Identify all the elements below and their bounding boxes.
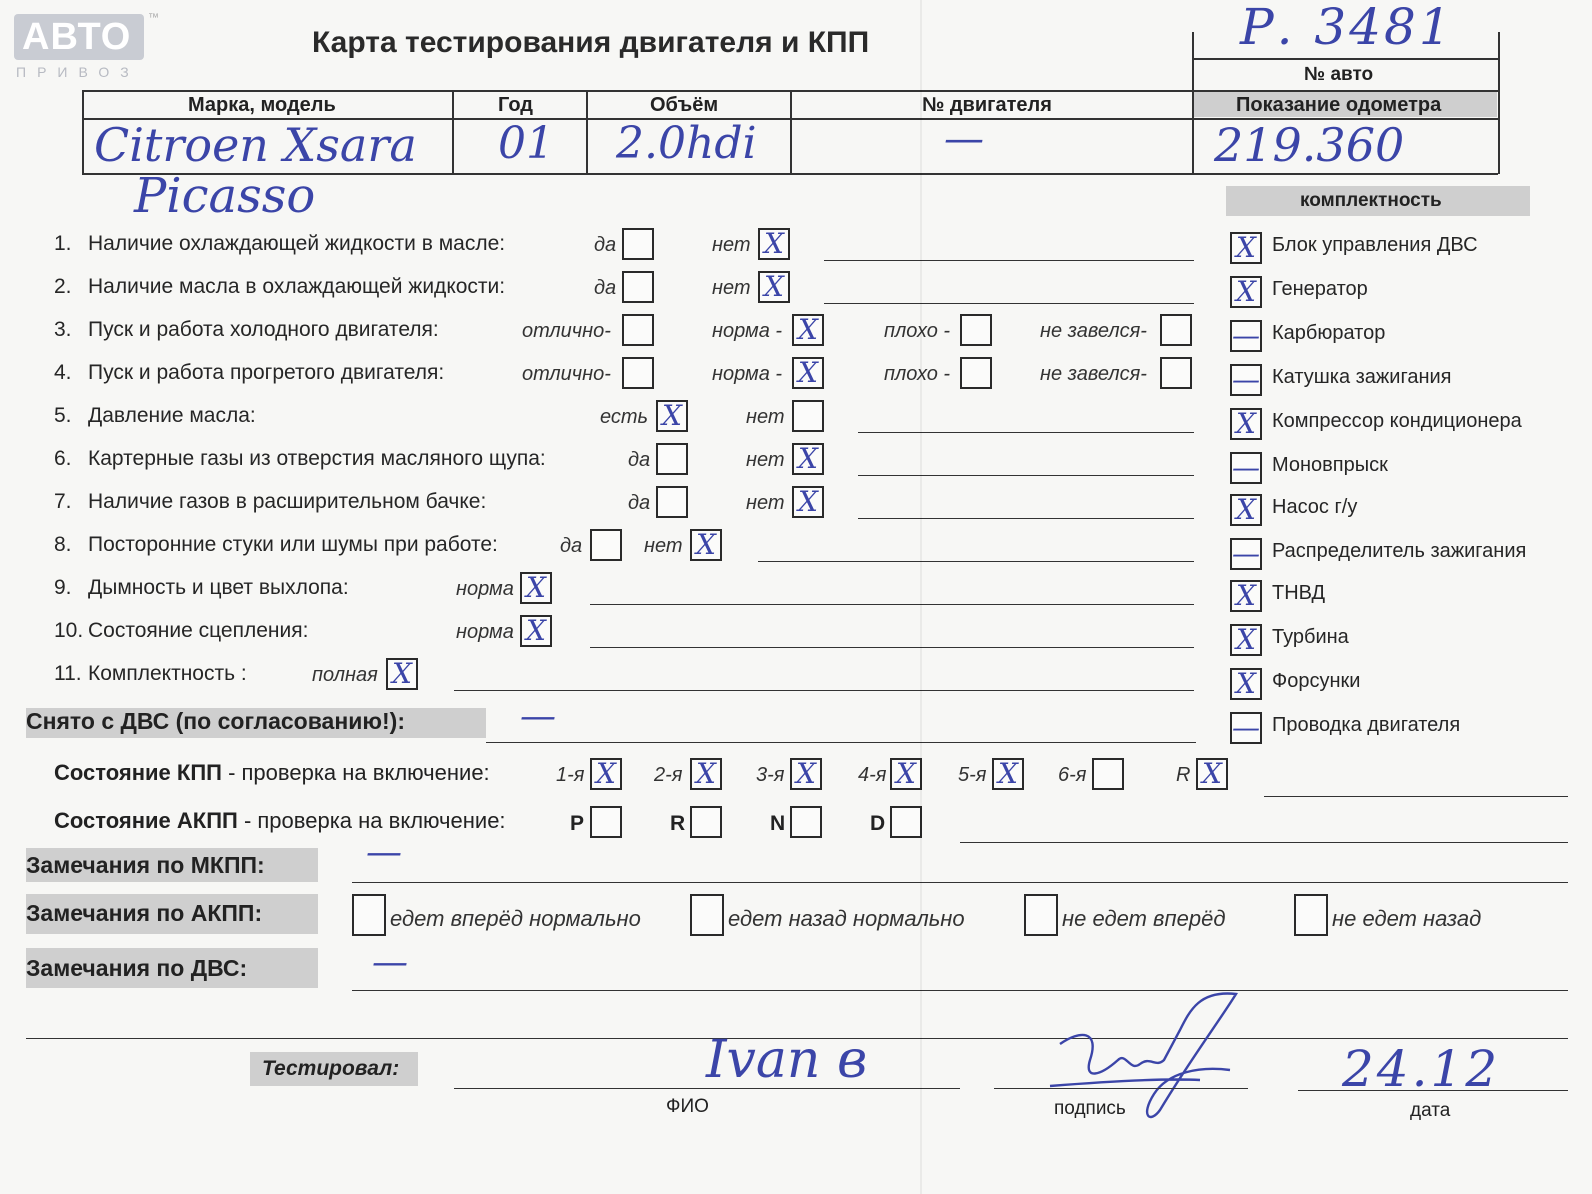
header-col-odometer: Показание одометра xyxy=(1236,94,1442,116)
check-option-label: нет xyxy=(712,277,751,299)
remarks-mkpp-label: Замечания по МКПП: xyxy=(26,852,265,878)
tested-label: Тестировал: xyxy=(262,1057,400,1080)
check-option-label: отлично- xyxy=(522,320,611,342)
check-note-line xyxy=(858,432,1194,433)
check-option-label: да xyxy=(594,277,617,299)
akpp-remark-label: едет назад нормально xyxy=(728,906,965,931)
checkbox-mark: X xyxy=(798,313,818,346)
signature-line xyxy=(994,1088,1248,1089)
checkbox-mark: X xyxy=(1236,667,1256,700)
checkbox-mark: X xyxy=(696,757,716,790)
logo-tm: ™ xyxy=(148,12,159,24)
completeness-checkbox[interactable] xyxy=(1230,364,1262,396)
check-option-label: да xyxy=(594,234,617,256)
checkbox-mark: X xyxy=(1236,623,1256,656)
check-note-line xyxy=(858,518,1194,519)
car-number-label: № авто xyxy=(1304,64,1374,85)
check-option-label: норма - xyxy=(712,320,783,342)
check-option-checkbox[interactable] xyxy=(792,443,824,475)
logo xyxy=(14,12,159,80)
gear-label: 3-я xyxy=(756,764,785,786)
remarks-dvs-line xyxy=(352,990,1568,991)
header-col-border-2 xyxy=(586,90,588,174)
completeness-checkbox[interactable] xyxy=(1230,232,1262,264)
header-col-model: Марка, модель xyxy=(188,94,336,116)
checkbox-mark: X xyxy=(798,442,818,475)
completeness-checkbox[interactable] xyxy=(1230,624,1262,656)
akpp-label-bold: Состояние АКПП xyxy=(54,808,238,833)
akpp-remark-checkbox[interactable] xyxy=(1024,894,1058,936)
check-option-label: да xyxy=(560,535,583,557)
engine-number-value: — xyxy=(944,116,984,162)
kpp-label-bold: Состояние КПП xyxy=(54,760,222,785)
akpp-mode-label: N xyxy=(770,812,786,835)
check-number: 8. xyxy=(54,533,72,556)
check-option-label: нет xyxy=(746,492,785,514)
check-option-checkbox[interactable] xyxy=(520,572,552,604)
check-option-checkbox[interactable] xyxy=(758,228,790,260)
check-option-label: норма xyxy=(456,621,514,643)
check-note-line xyxy=(824,260,1194,261)
remarks-dvs-value: — xyxy=(372,942,408,983)
removed-value: — xyxy=(520,696,556,737)
check-note-line xyxy=(590,647,1194,648)
kpp-label-rest: - проверка на включение: xyxy=(221,760,490,785)
gear-checkbox[interactable] xyxy=(890,758,922,790)
completeness-item-label: Проводка двигателя xyxy=(1272,714,1461,736)
check-option-checkbox[interactable] xyxy=(590,529,622,561)
checkbox-mark: — xyxy=(1232,537,1260,570)
check-note-line xyxy=(858,475,1194,476)
checkbox-mark: X xyxy=(1202,757,1222,790)
check-option-checkbox[interactable] xyxy=(1160,357,1192,389)
header-col-border-0 xyxy=(82,90,84,174)
completeness-title: комплектность xyxy=(1300,190,1442,211)
check-option-checkbox[interactable] xyxy=(792,357,824,389)
gear-checkbox[interactable] xyxy=(590,758,622,790)
gear-label: 5-я xyxy=(958,764,987,786)
check-option-label: нет xyxy=(746,449,785,471)
check-option-label: нет xyxy=(644,535,683,557)
check-number: 5. xyxy=(54,404,72,427)
date-value: 24.12 xyxy=(1342,1040,1501,1098)
checkbox-mark: X xyxy=(796,757,816,790)
checkbox-mark: X xyxy=(1236,493,1256,526)
checkbox-mark: X xyxy=(798,485,818,518)
document-title: Карта тестирования двигателя и КПП xyxy=(312,26,870,59)
check-option-label: отлично- xyxy=(522,363,611,385)
check-number: 4. xyxy=(54,361,72,384)
check-label: Давление масла: xyxy=(88,404,256,427)
check-option-checkbox[interactable] xyxy=(1160,314,1192,346)
completeness-checkbox[interactable] xyxy=(1230,452,1262,484)
akpp-line xyxy=(960,842,1568,843)
completeness-item-label: Карбюратор xyxy=(1272,322,1386,344)
akpp-remark-label: не едет назад xyxy=(1332,906,1482,931)
header-col-year: Год xyxy=(498,94,533,116)
checkbox-mark: X xyxy=(596,757,616,790)
fio-line xyxy=(454,1088,960,1089)
completeness-item-label: Насос г/у xyxy=(1272,496,1358,518)
completeness-item-label: Распределитель зажигания xyxy=(1272,540,1527,562)
fio-caption: ФИО xyxy=(666,1096,709,1117)
check-number: 9. xyxy=(54,576,72,599)
completeness-checkbox[interactable] xyxy=(1230,494,1262,526)
page-fold xyxy=(920,0,922,1194)
check-option-checkbox[interactable] xyxy=(622,357,654,389)
check-option-label: не завелся- xyxy=(1040,363,1147,385)
checkbox-mark: — xyxy=(1232,319,1260,352)
akpp-mode-checkbox[interactable] xyxy=(790,806,822,838)
check-label: Пуск и работа прогретого двигателя: xyxy=(88,361,445,384)
checkbox-mark: X xyxy=(662,399,682,432)
check-option-checkbox[interactable] xyxy=(758,271,790,303)
gear-checkbox[interactable] xyxy=(790,758,822,790)
completeness-item-label: Катушка зажигания xyxy=(1272,366,1452,388)
car-number-left-border xyxy=(1192,32,1194,60)
checkbox-mark: X xyxy=(764,270,784,303)
date-caption: дата xyxy=(1410,1100,1451,1121)
check-option-label: норма - xyxy=(712,363,783,385)
akpp-mode-checkbox[interactable] xyxy=(890,806,922,838)
check-option-checkbox[interactable] xyxy=(520,615,552,647)
remarks-mkpp-value: — xyxy=(366,832,402,873)
akpp-remark-checkbox[interactable] xyxy=(1294,894,1328,936)
akpp-remark-checkbox[interactable] xyxy=(690,894,724,936)
check-label: Наличие газов в расширительном бачке: xyxy=(88,490,487,513)
completeness-item-label: Моновпрыск xyxy=(1272,454,1388,476)
check-option-label: норма xyxy=(456,578,514,600)
completeness-item-label: Компрессор кондиционера xyxy=(1272,410,1522,432)
check-label: Комплектность : xyxy=(88,662,247,685)
gear-checkbox[interactable] xyxy=(1092,758,1124,790)
completeness-checkbox[interactable] xyxy=(1230,276,1262,308)
check-option-checkbox[interactable] xyxy=(792,400,824,432)
checkbox-mark: X xyxy=(526,614,546,647)
checkbox-mark: X xyxy=(696,528,716,561)
checkbox-mark: X xyxy=(998,757,1018,790)
check-number: 3. xyxy=(54,318,72,341)
logo-main: АВТО xyxy=(22,16,132,58)
checkbox-mark: X xyxy=(896,757,916,790)
header-col-engine: № двигателя xyxy=(922,94,1052,116)
removed-line xyxy=(486,742,1196,743)
model-value-line2: Picasso xyxy=(134,168,316,224)
checkbox-mark: X xyxy=(526,571,546,604)
tested-fio-value: Ivan в xyxy=(706,1030,868,1090)
akpp-remark-label: не едет вперёд xyxy=(1062,906,1226,931)
akpp-remark-checkbox[interactable] xyxy=(352,894,386,936)
akpp-label xyxy=(54,808,506,834)
check-label: Наличие охлаждающей жидкости в масле: xyxy=(88,232,506,255)
check-option-label: да xyxy=(628,492,651,514)
check-option-label: плохо - xyxy=(884,363,951,385)
completeness-checkbox[interactable] xyxy=(1230,320,1262,352)
checkbox-mark: X xyxy=(1236,231,1256,264)
check-option-label: есть xyxy=(600,406,649,428)
check-label: Дымность и цвет выхлопа: xyxy=(88,576,349,599)
check-option-checkbox[interactable] xyxy=(622,228,654,260)
completeness-item-label: Форсунки xyxy=(1272,670,1361,692)
check-number: 7. xyxy=(54,490,72,513)
check-option-checkbox[interactable] xyxy=(656,400,688,432)
akpp-remark-label: едет вперёд нормально xyxy=(390,906,641,931)
check-note-line xyxy=(758,561,1194,562)
car-number-value: Р. 3481 xyxy=(1240,0,1454,56)
akpp-mode-checkbox[interactable] xyxy=(690,806,722,838)
akpp-mode-checkbox[interactable] xyxy=(590,806,622,838)
logo-sub: ПРИВОЗ xyxy=(16,64,140,80)
completeness-checkbox[interactable] xyxy=(1230,538,1262,570)
odometer-value: 219.360 xyxy=(1214,118,1405,172)
header-col-volume: Объём xyxy=(650,94,719,116)
check-label: Наличие масла в охлаждающей жидкости: xyxy=(88,275,506,298)
volume-value: 2.0hdi xyxy=(616,118,757,169)
check-option-checkbox[interactable] xyxy=(622,271,654,303)
gear-checkbox[interactable] xyxy=(690,758,722,790)
completeness-checkbox[interactable] xyxy=(1230,668,1262,700)
check-note-line xyxy=(824,303,1194,304)
gear-label: 1-я xyxy=(556,764,585,786)
check-option-label: да xyxy=(628,449,651,471)
completeness-item-label: Блок управления ДВС xyxy=(1272,234,1478,256)
checkbox-mark: X xyxy=(764,227,784,260)
checkbox-mark: — xyxy=(1232,711,1260,744)
remarks-dvs-label: Замечания по ДВС: xyxy=(26,955,248,981)
akpp-label-rest: - проверка на включение: xyxy=(237,808,506,833)
akpp-mode-label: P xyxy=(570,812,585,835)
gear-label: 2-я xyxy=(654,764,683,786)
checkbox-mark: — xyxy=(1232,451,1260,484)
car-number-line xyxy=(1192,58,1498,60)
completeness-checkbox[interactable] xyxy=(1230,580,1262,612)
removed-label: Снято с ДВС (по согласованию!): xyxy=(26,708,405,734)
check-option-checkbox[interactable] xyxy=(656,443,688,475)
header-col-border-1 xyxy=(452,90,454,174)
checkbox-mark: X xyxy=(1236,579,1256,612)
check-option-label: нет xyxy=(712,234,751,256)
akpp-mode-label: D xyxy=(870,812,886,835)
check-option-label: не завелся- xyxy=(1040,320,1147,342)
check-option-checkbox[interactable] xyxy=(622,314,654,346)
completeness-checkbox[interactable] xyxy=(1230,408,1262,440)
date-line xyxy=(1298,1090,1568,1091)
check-option-checkbox[interactable] xyxy=(386,658,418,690)
kpp-label xyxy=(54,760,490,786)
check-option-label: нет xyxy=(746,406,785,428)
check-note-line xyxy=(590,604,1194,605)
check-number: 2. xyxy=(54,275,72,298)
check-number: 6. xyxy=(54,447,72,470)
model-value: Citroen Xsara xyxy=(94,118,417,172)
header-col-border-5 xyxy=(1498,32,1500,174)
check-option-checkbox[interactable] xyxy=(960,314,992,346)
checkbox-mark: — xyxy=(1232,363,1260,396)
check-option-checkbox[interactable] xyxy=(960,357,992,389)
year-value: 01 xyxy=(498,118,554,169)
checkbox-mark: X xyxy=(1236,275,1256,308)
check-option-label: полная xyxy=(312,664,378,686)
check-label: Пуск и работа холодного двигателя: xyxy=(88,318,439,341)
gear-label: R xyxy=(1176,764,1191,786)
gear-label: 6-я xyxy=(1058,764,1087,786)
kpp-line xyxy=(1264,796,1568,797)
gear-checkbox[interactable] xyxy=(1196,758,1228,790)
checkbox-mark: X xyxy=(1236,407,1256,440)
check-option-checkbox[interactable] xyxy=(656,486,688,518)
remarks-mkpp-line xyxy=(352,882,1568,883)
completeness-item-label: Генератор xyxy=(1272,278,1368,300)
signature-caption: подпись xyxy=(1054,1098,1126,1119)
completeness-item-label: Турбина xyxy=(1272,626,1349,648)
completeness-checkbox[interactable] xyxy=(1230,712,1262,744)
check-number: 10. xyxy=(54,619,84,642)
check-label: Картерные газы из отверстия масляного щупа: xyxy=(88,447,546,470)
check-label: Посторонние стуки или шумы при работе: xyxy=(88,533,498,556)
gear-checkbox[interactable] xyxy=(992,758,1024,790)
check-option-label: плохо - xyxy=(884,320,951,342)
checkbox-mark: X xyxy=(392,657,412,690)
check-option-checkbox[interactable] xyxy=(690,529,722,561)
check-number: 11. xyxy=(54,662,82,685)
header-col-border-4 xyxy=(1192,60,1194,174)
check-option-checkbox[interactable] xyxy=(792,486,824,518)
remarks-akpp-label: Замечания по АКПП: xyxy=(26,900,263,926)
check-label: Состояние сцепления: xyxy=(88,619,309,642)
check-note-line xyxy=(454,690,1194,691)
gear-label: 4-я xyxy=(858,764,887,786)
check-option-checkbox[interactable] xyxy=(792,314,824,346)
checkbox-mark: X xyxy=(798,356,818,389)
check-number: 1. xyxy=(54,232,72,255)
header-col-border-3 xyxy=(790,90,792,174)
akpp-mode-label: R xyxy=(670,812,686,835)
completeness-item-label: ТНВД xyxy=(1272,582,1326,604)
